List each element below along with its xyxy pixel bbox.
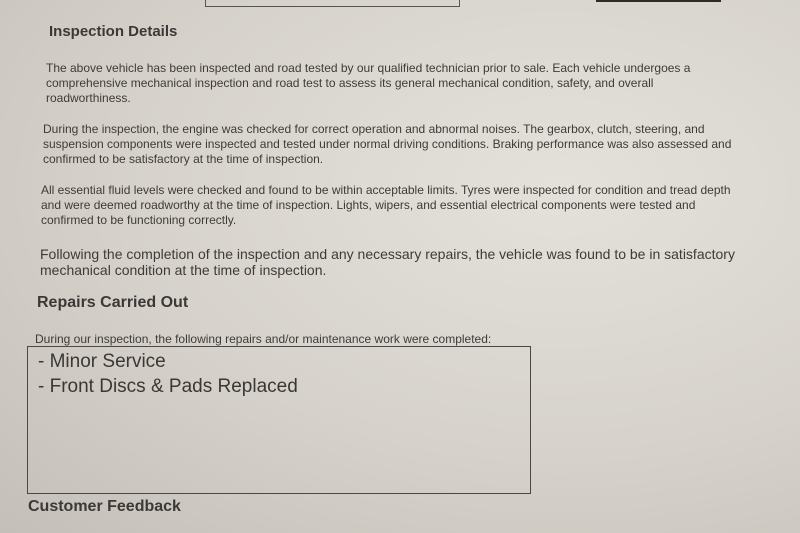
- inspection-paragraph-4: Following the completion of the inspection and any necessary repairs, the vehicle was found to be in satisfactory mechanical condition at the time of inspection.: [40, 246, 735, 278]
- repairs-heading: Repairs Carried Out: [37, 294, 189, 311]
- inspection-details-heading: Inspection Details: [49, 23, 178, 40]
- inspection-paragraph-2: During the inspection, the engine was checked for correct operation and abnormal noises. The gearbox, clutch, steering, and suspension components were inspected and tested under normal driving conditions. Braking performance was also assessed and confirmed to be satisfactory at the time of inspection.: [43, 122, 732, 166]
- repair-item: - Front Discs & Pads Replaced: [38, 376, 298, 397]
- customer-feedback-heading: Customer Feedback: [28, 498, 181, 515]
- repair-item: - Minor Service: [38, 351, 166, 372]
- repairs-list-box: [27, 346, 531, 494]
- top-field-box: [205, 0, 460, 7]
- repairs-intro-text: During our inspection, the following repairs and/or maintenance work were completed:: [35, 332, 492, 346]
- header-logo-fragment: [596, 0, 721, 2]
- inspection-paragraph-1: The above vehicle has been inspected and road tested by our qualified technician prior to sale. Each vehicle undergoes a comprehensive mechanical inspection and road test to assess its general mechanical condition, safety, and overall roadworthiness.: [46, 61, 691, 105]
- inspection-paragraph-3: All essential fluid levels were checked and found to be within acceptable limits. Tyres were inspected for condition and tread depth and were deemed roadworthy at the time of inspection. Lights, wipers, and essential electrical components were tested and confirmed to be functioning correctly.: [41, 183, 731, 227]
